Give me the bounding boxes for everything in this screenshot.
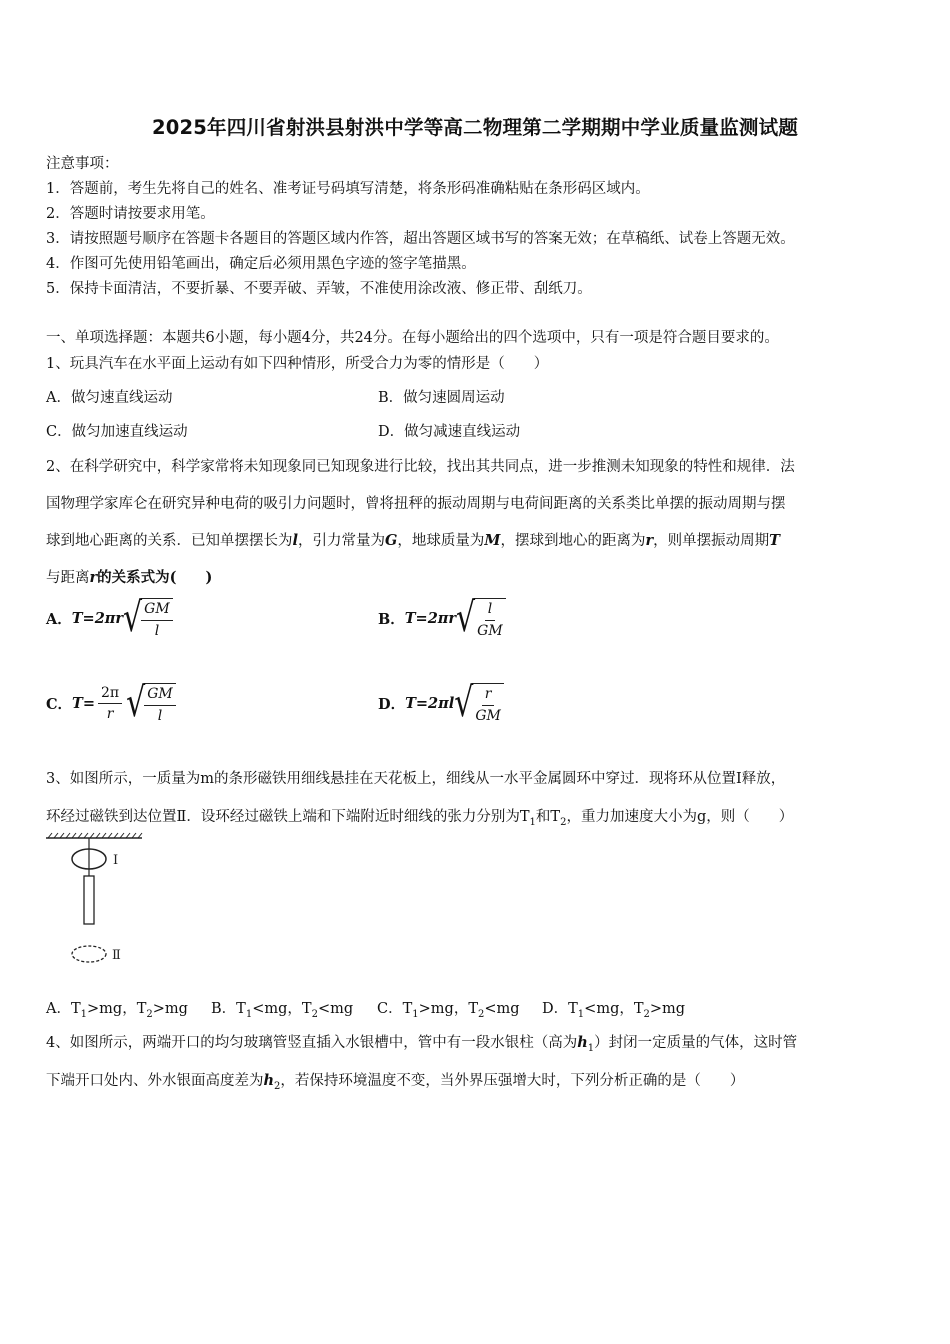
q4-l2-text-2: ，若保持环境温度不变，当外界压强增大时，下列分析正确的是（ ） — [280, 1073, 745, 1089]
q2-option-d — [378, 679, 504, 727]
q4-line-1 — [46, 1031, 797, 1054]
q2-line-3 — [46, 529, 780, 550]
q2-option-b — [378, 594, 506, 642]
q4-line-2 — [46, 1069, 744, 1092]
q2-var-m: M — [484, 532, 501, 549]
q2-var-r: r — [645, 532, 654, 549]
q2-line-2: 国物理学家库仑在研究异种电荷的吸引力问题时，曾将扭秤的振动周期与电荷间距离的关系类比单摆的振动周期与摆 — [46, 496, 786, 512]
q4-var-h1: h — [577, 1034, 588, 1051]
q2-d-denominator: GM — [475, 707, 501, 724]
q2-var-r2: r — [89, 569, 98, 586]
position-label-1: Ⅰ — [113, 853, 119, 868]
q3-line-2 — [46, 805, 793, 828]
notice-heading: 注意事项： — [46, 156, 119, 172]
q3-option-c — [377, 997, 520, 1020]
q2-d-sqrt — [454, 679, 504, 727]
q2-c-lhs: T= — [72, 695, 95, 713]
q4-var-h2: h — [263, 1072, 275, 1089]
q3-a-p3: >mg — [152, 1001, 188, 1017]
q3-c-sub2: 2 — [478, 1008, 485, 1020]
magnet-ring-diagram — [46, 832, 146, 967]
q3-l2-text-2: 和T — [535, 809, 561, 825]
q4-l2-text-1: 下端开口处内、外水银面高度差为 — [46, 1073, 264, 1089]
q2-line-1: 2、在科学研究中，科学家常将未知现象同已知现象进行比较，找出其共同点，进一步推测未知现象的特性和规律．法 — [46, 459, 795, 475]
q2-l3-text-4: ，摆球到地心的距离为 — [500, 533, 646, 549]
q2-a-denominator: l — [154, 622, 160, 639]
q2-a-sqrt — [123, 594, 173, 642]
q2-c-frac-den: r — [106, 706, 114, 723]
q4-l1-text-2: ）封闭一定质量的气体，这时管 — [594, 1035, 798, 1051]
q4-sub-1: 1 — [587, 1042, 595, 1054]
q3-option-a — [46, 997, 188, 1020]
q2-c-frac-num: 2π — [98, 685, 122, 705]
q2-line-4 — [46, 566, 212, 587]
sqrt-sign-icon: √ — [123, 594, 143, 642]
q3-figure — [46, 832, 146, 971]
q4-sub-2: 2 — [274, 1080, 281, 1092]
q2-c-numerator: GM — [144, 686, 176, 706]
q3-a-sub1: 1 — [80, 1008, 88, 1020]
q3-c-p3: <mg — [484, 1001, 520, 1017]
page-title: 2025年四川省射洪县射洪中学等高二物理第二学期期中学业质量监测试题 — [151, 116, 799, 139]
notice-item-3: 3．请按照题号顺序在答题卡各题目的答题区域内作答，超出答题区域书写的答案无效；在草稿纸、试卷上答题无效。 — [46, 231, 795, 247]
q3-l2-text-1: 环经过磁铁到达位置Ⅱ．设环经过磁铁上端和下端附近时细线的张力分别为T — [46, 809, 530, 825]
q3-c-p1: C．T — [377, 1001, 413, 1017]
q2-l3-text-3: ，地球质量为 — [397, 533, 485, 549]
q3-b-p2: <mg，T — [252, 1001, 312, 1017]
q3-d-p2: <mg，T — [584, 1001, 644, 1017]
q3-a-sub2: 2 — [146, 1008, 153, 1020]
q2-l3-text-2: ，引力常量为 — [298, 533, 386, 549]
q2-b-label: B． — [378, 611, 405, 629]
q2-b-numerator: l — [485, 601, 495, 621]
position-label-2: Ⅱ — [112, 948, 121, 963]
q2-a-numerator: GM — [141, 601, 173, 621]
q2-option-c — [46, 679, 176, 727]
notice-item-2: 2．答题时请按要求用笔。 — [46, 206, 215, 222]
q2-var-g: G — [385, 532, 398, 549]
q3-b-p3: <mg — [317, 1001, 354, 1017]
q3-c-p2: >mg，T — [418, 1001, 479, 1017]
q3-a-p1: A．T — [46, 1001, 81, 1017]
sqrt-sign-icon: √ — [126, 679, 146, 727]
q2-d-label: D． — [378, 696, 406, 714]
q3-d-sub1: 1 — [577, 1008, 585, 1020]
q2-c-denominator: l — [157, 707, 163, 724]
q3-b-sub1: 1 — [245, 1008, 253, 1020]
q1-option-a: A．做匀速直线运动 — [46, 390, 173, 406]
q3-l2-sub-1: 1 — [529, 816, 536, 828]
q2-c-sqrt — [126, 679, 176, 727]
q2-l3-text-5: ，则单摆振动周期 — [653, 533, 770, 549]
ring-position-2 — [72, 946, 106, 962]
q2-l4-text-1: 与距离 — [46, 570, 90, 586]
q3-option-b — [211, 997, 353, 1020]
notice-item-4: 4．作图可先使用铅笔画出，确定后必须用黑色字迹的签字笔描黑。 — [46, 256, 476, 272]
q3-c-sub1: 1 — [412, 1008, 419, 1020]
q3-b-p1: B．T — [211, 1001, 246, 1017]
q2-l4-text-2: 的关系式为( ) — [97, 569, 213, 586]
q3-b-sub2: 2 — [311, 1008, 318, 1020]
sqrt-sign-icon: √ — [456, 594, 476, 642]
q2-b-lhs: T=2πr — [404, 610, 457, 628]
q2-option-a — [46, 594, 173, 642]
q2-l3-text-1: 球到地心距离的关系．已知单摆摆长为 — [46, 533, 293, 549]
q2-d-numerator: r — [482, 686, 495, 706]
section-heading: 一、单项选择题：本题共6小题，每小题4分，共24分。在每小题给出的四个选项中，只有一项是符合题目要求的。 — [46, 330, 779, 346]
q1-stem: 1、玩具汽车在水平面上运动有如下四种情形，所受合力为零的情形是（ ） — [46, 356, 549, 372]
q1-option-c: C．做匀加速直线运动 — [46, 424, 188, 440]
q1-option-d: D．做匀减速直线运动 — [378, 424, 521, 440]
q2-d-lhs: T=2πl — [405, 695, 455, 713]
q2-a-lhs: T=2πr — [71, 610, 124, 628]
notice-item-5: 5．保持卡面清洁，不要折暴、不要弄破、弄皱，不准使用涂改液、修正带、刮纸刀。 — [46, 281, 592, 297]
q3-option-d — [542, 997, 685, 1020]
q3-d-p3: >mg — [649, 1001, 686, 1017]
q3-a-p2: >mg，T — [87, 1001, 147, 1017]
bar-magnet — [84, 876, 94, 924]
q2-var-t: T — [769, 532, 780, 549]
q3-l2-text-3: ，重力加速度大小为g，则（ ） — [566, 809, 794, 825]
ceiling-hatch — [46, 833, 142, 838]
notice-item-1: 1．答题前，考生先将自己的姓名、准考证号码填写清楚，将条形码准确粘贴在条形码区域内。 — [46, 181, 650, 197]
q3-l2-sub-2: 2 — [560, 816, 567, 828]
q2-c-label: C． — [46, 696, 73, 714]
q2-b-sqrt — [456, 594, 506, 642]
q3-line-1: 3、如图所示，一质量为m的条形磁铁用细线悬挂在天花板上，细线从一水平金属圆环中穿过．现将环从位置Ⅰ释放， — [46, 771, 786, 787]
q3-d-p1: D．T — [542, 1001, 578, 1017]
q3-d-sub2: 2 — [643, 1008, 650, 1020]
q4-l1-text-1: 4、如图所示，两端开口的均匀玻璃管竖直插入水银槽中，管中有一段水银柱（高为 — [46, 1035, 578, 1051]
q1-option-b: B．做匀速圆周运动 — [378, 390, 505, 406]
q2-var-l: l — [292, 532, 299, 549]
q2-a-label: A． — [46, 611, 72, 629]
q2-b-denominator: GM — [477, 622, 503, 639]
sqrt-sign-icon: √ — [454, 679, 474, 727]
